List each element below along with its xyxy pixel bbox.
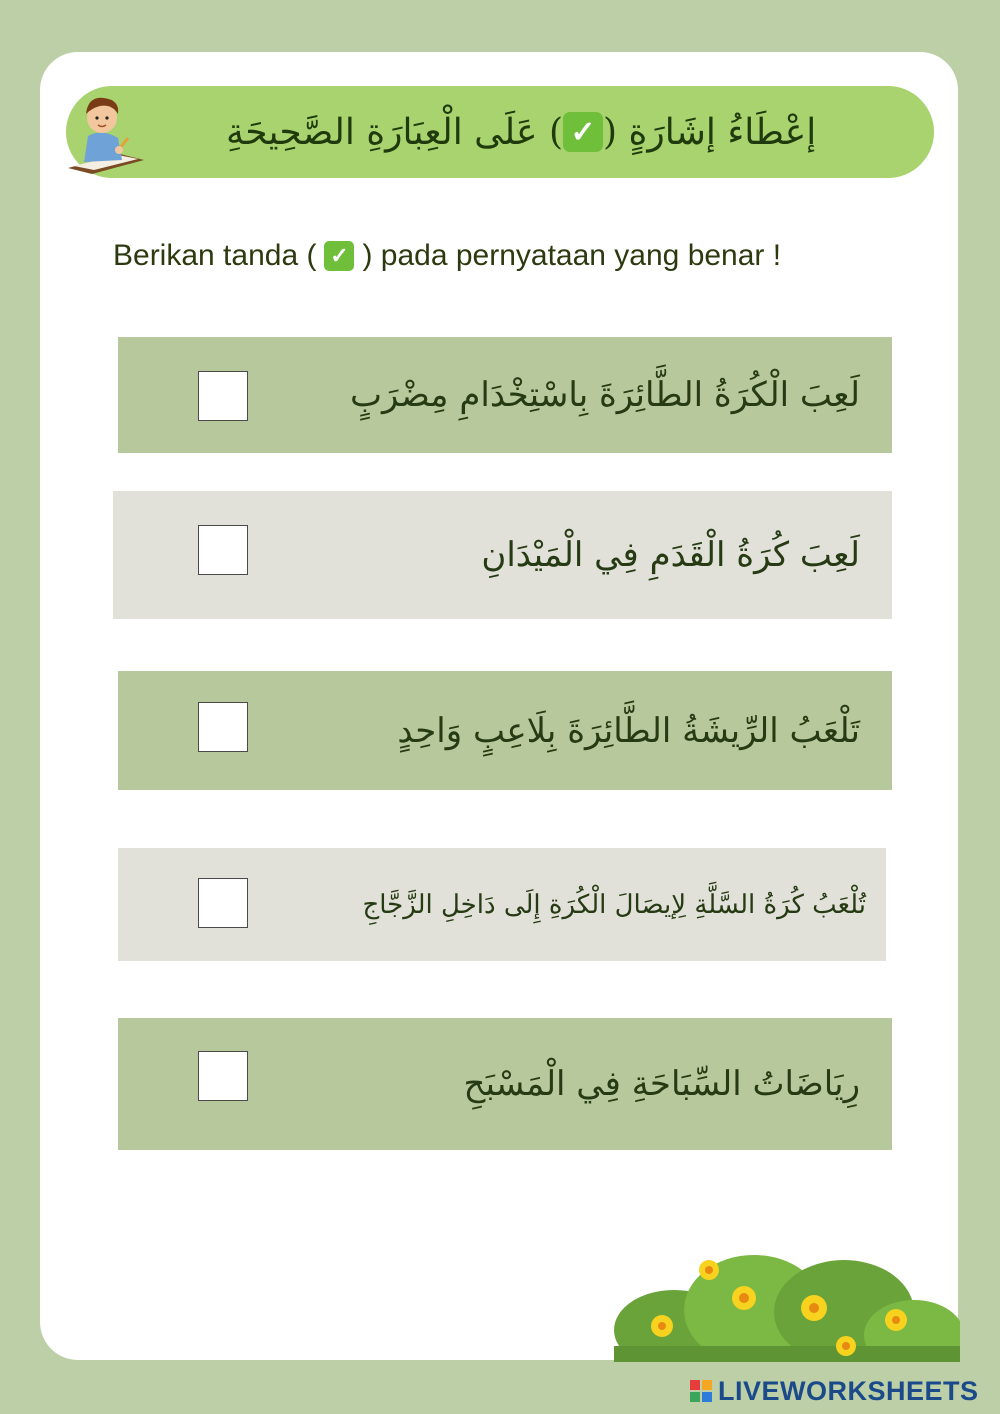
brand-name: LIVEWORKSHEETS (718, 1375, 979, 1406)
statement-row-1 (118, 337, 892, 453)
answer-checkbox-1[interactable] (198, 371, 248, 421)
answer-checkbox-5[interactable] (198, 1051, 248, 1101)
statement-row-2 (113, 491, 892, 619)
title-part-2: ) عَلَى الْعِبَارَةِ الصَّحِيحَةِ (226, 111, 564, 153)
instruction-part-2: ) pada pernyataan yang benar ! (362, 239, 782, 272)
instruction-text (113, 234, 781, 278)
title-part-1: إعْطَاءُ إشَارَةٍ ( (603, 111, 817, 153)
statement-text-3: تَلْعَبُ الرِّيشَةُ الطَّائِرَةَ بِلَاعِبٍ وَاحِدٍ (397, 710, 860, 751)
boy-writing-illustration (62, 88, 152, 178)
statement-row-5 (118, 1018, 892, 1150)
statement-text-5: رِيَاضَاتُ السِّبَاحَةِ فِي الْمَسْبَحِ (463, 1064, 860, 1104)
statement-row-4 (118, 848, 886, 961)
statement-text-4: تُلْعَبُ كُرَةُ السَّلَّةِ لِإيصَالَ الْكُرَةِ إِلَى دَاخِلِ الزَّجَّاجِ (362, 889, 866, 920)
check-mark-icon: ✓ (324, 241, 354, 271)
instruction-part-1: Berikan tanda ( (113, 239, 317, 272)
page-title (226, 86, 894, 178)
check-mark-icon: ✓ (563, 112, 603, 152)
answer-checkbox-3[interactable] (198, 702, 248, 752)
brand-squares-icon (690, 1380, 712, 1402)
title-banner (66, 86, 934, 178)
statement-row-3 (118, 671, 892, 790)
statement-text-1: لَعِبَ الْكُرَةُ الطَّائِرَةَ بِاسْتِخْدَامِ مِضْرَبٍ (350, 375, 860, 415)
flower-bush-illustration (614, 1250, 960, 1362)
answer-checkbox-4[interactable] (198, 878, 248, 928)
answer-checkbox-2[interactable] (198, 525, 248, 575)
liveworksheets-logo (690, 1374, 979, 1408)
statement-text-2: لَعِبَ كُرَةُ الْقَدَمِ فِي الْمَيْدَانِ (481, 535, 860, 575)
